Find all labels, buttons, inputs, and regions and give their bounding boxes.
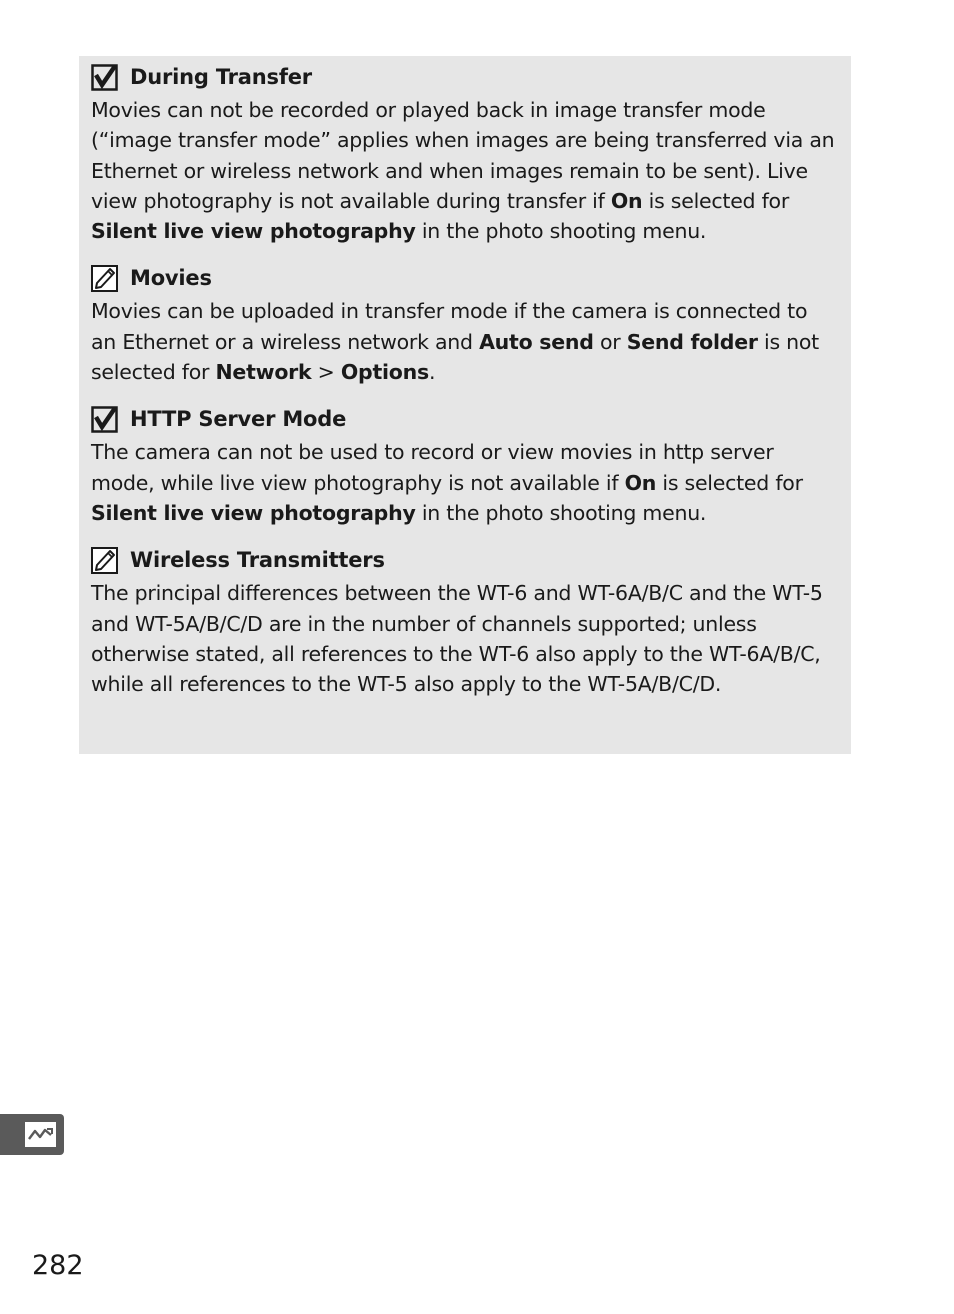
note-body [91,95,837,246]
bold-term: Silent live view photography [91,219,416,244]
bold-term: On [610,188,643,213]
check-icon [91,64,118,91]
note-heading [91,402,837,436]
text-run: The principal differences between the WT-6 and WT-6A/B/C and the WT-5 and WT-5A/B/C/D are in the number of channels supported; unless otherwise stated, all references to the WT-6 also apply to the WT-6A/B/C, while all references to the WT-5 also apply to the WT-5A/B/C/D. [91,581,823,697]
text-run: Movies can not be recorded or played back in image transfer mode (“image transfer mode” applies when images are being transferred via an Ethernet or wireless network and when images remain to be sent). Live view photography is not available during transfer if [91,98,835,213]
check-icon [91,406,118,433]
note-wireless-transmitters [91,543,837,699]
text-run: or [593,329,627,354]
bold-term: On [624,470,657,495]
note-title: Movies [130,266,212,291]
text-run: Movies can be uploaded in transfer mode if the camera is connected to an Ethernet or a wireless network and [91,299,808,354]
pencil-icon [91,265,118,292]
text-run: is selected for [656,470,803,495]
note-title: HTTP Server Mode [130,407,347,432]
note-heading [91,543,837,577]
note-movies [91,261,837,387]
note-heading [91,60,837,94]
page-number: 282 [32,1250,84,1281]
note-heading [91,261,837,295]
bold-term: Send folder [626,329,758,354]
text-run: in the photo shooting menu. [415,219,707,244]
text-run: is selected for [642,188,790,213]
note-body [91,296,837,387]
network-section-icon [24,1121,57,1148]
bold-term: Silent live view photography [91,500,416,525]
text-run: in the photo shooting menu. [415,500,707,525]
note-body [91,578,837,699]
bold-term: Network [215,360,312,385]
notes-box [79,56,851,754]
note-during-transfer [91,60,837,246]
note-title: During Transfer [130,65,312,89]
section-side-tab[interactable] [0,1114,64,1155]
text-run: is not selected for [91,329,819,385]
bold-term: Options [340,360,429,385]
note-body [91,437,837,528]
text-run: > [311,360,341,385]
text-run: The camera can not be used to record or view movies in http server mode, while live view photography is not available if [91,440,774,495]
note-title: Wireless Transmitters [130,548,385,573]
bold-term: Auto send [479,329,594,354]
pencil-icon [91,547,118,574]
text-run: . [428,360,436,385]
note-http-server-mode [91,402,837,528]
